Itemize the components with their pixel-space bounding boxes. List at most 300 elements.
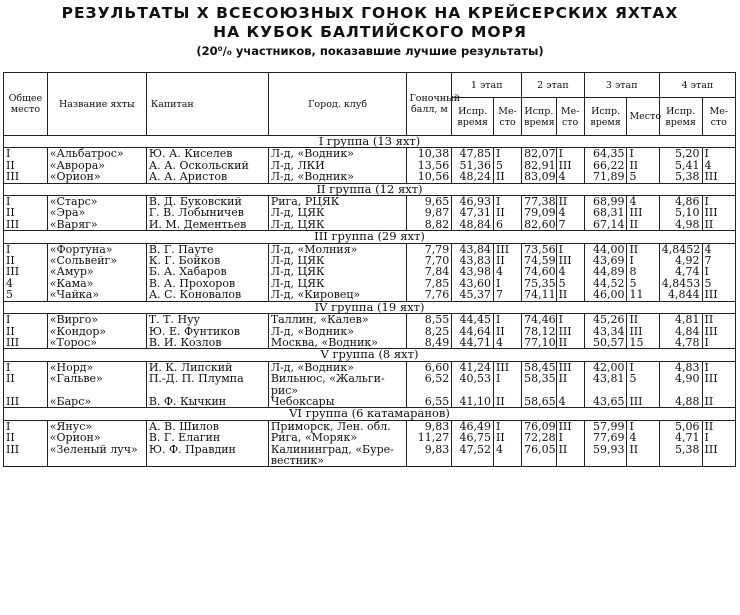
stage-2-place-cell: II: [556, 444, 584, 467]
captain-cell: Ю. А. Киселев: [146, 148, 268, 160]
stage-3-time-cell: 50,57: [584, 337, 627, 349]
stage-2-time-cell: 74,60: [522, 266, 556, 277]
rating-cell: 6,60: [407, 361, 452, 373]
stage-1-place-cell: 4: [494, 266, 522, 277]
group-header-row: [4, 408, 736, 420]
stage-4-place-cell: III: [702, 326, 735, 337]
results-table: [3, 72, 736, 467]
table-row: [4, 278, 736, 289]
city-line-continued: рис»: [270, 383, 299, 397]
stage-2-place-cell: I: [556, 148, 584, 160]
captain-cell: А. В. Шилов: [146, 420, 268, 432]
stage-2-time-cell: 78,12: [522, 326, 556, 337]
stage-4-time-cell: 4,92: [659, 255, 702, 266]
stage-3-place-cell: II: [627, 219, 659, 231]
stage-2-place-cell: 4: [556, 207, 584, 218]
stage-2-time-cell: 58,45: [522, 361, 556, 373]
captain-cell: В. Д. Буковский: [146, 196, 268, 208]
captain-cell: А. С. Коновалов: [146, 289, 268, 301]
stage-3-time-cell: 64,35: [584, 148, 627, 160]
stage-2-place-cell: 4: [556, 266, 584, 277]
stage-4-place-cell: 4: [702, 160, 735, 171]
stage-1-time-cell: 46,93: [452, 196, 494, 208]
stage-3-time-cell: 46,00: [584, 289, 627, 301]
group-title: II группа (12 яхт): [4, 183, 736, 195]
stage-4-time-cell: 4,98: [659, 219, 702, 231]
stage-4-place-cell: 5: [702, 278, 735, 289]
stage-3-place-cell: 5: [627, 171, 659, 183]
captain-cell: В. А. Прохоров: [146, 278, 268, 289]
city-cell: [268, 432, 407, 443]
place-cell: 4: [4, 278, 48, 289]
stage-1-place-cell: II: [494, 326, 522, 337]
city-line: Москва, «Водник»: [270, 335, 378, 349]
stage-3-place-cell: III: [627, 396, 659, 408]
city-line: Рига, «Моряк»: [270, 431, 358, 445]
city-line: Приморск, Лен. обл.: [270, 419, 391, 433]
city-line: Вильнюс, «Жальги-: [270, 372, 385, 386]
captain-cell: Т. Т. Нуу: [146, 314, 268, 326]
stage-3-place-cell: II: [627, 243, 659, 255]
city-line: Л-д, ЦЯК: [270, 276, 325, 290]
stage-3-place-cell: III: [627, 326, 659, 337]
table-row: [4, 196, 736, 208]
stage-4-time-cell: 4,8452: [659, 243, 702, 255]
yacht-cell: «Старс»: [47, 196, 146, 208]
group-header-row: [4, 231, 736, 243]
stage-4-place-cell: 4: [702, 243, 735, 255]
city-line: Л-д, ЦЯК: [270, 206, 325, 220]
group-header-row: [4, 183, 736, 195]
stage-1-time-cell: 46,75: [452, 432, 494, 443]
captain-cell: В. Ф. Кычкин: [146, 396, 268, 408]
stage-2-time-cell: 82,60: [522, 219, 556, 231]
stage-4-place-cell: I: [702, 148, 735, 160]
stage-3-time-cell: 44,00: [584, 243, 627, 255]
stage-2-time-cell: 77,10: [522, 337, 556, 349]
stage-1-place-cell: III: [494, 361, 522, 373]
stage-2-time-cell: 77,38: [522, 196, 556, 208]
place-cell: I: [4, 420, 48, 432]
stage-4-place-cell: III: [702, 444, 735, 467]
stage-1-time-cell: 47,85: [452, 148, 494, 160]
stage-2-time-cell: 72,28: [522, 432, 556, 443]
stage-4-time-cell: 5,38: [659, 444, 702, 467]
place-cell: I: [4, 314, 48, 326]
stage-1-time-cell: 44,45: [452, 314, 494, 326]
document-subtitle: (20⁰/₀ участников, показавшие лучшие результаты): [196, 44, 544, 58]
stage-4-place-cell: III: [702, 289, 735, 301]
stage-1-time-cell: 43,84: [452, 243, 494, 255]
stage-2-place-cell: 5: [556, 278, 584, 289]
place-cell: II: [4, 160, 48, 171]
captain-cell: П.-Д. П. Плумпа: [146, 373, 268, 396]
stage-4-place-cell: II: [702, 396, 735, 408]
header-place: Общее место: [4, 73, 48, 136]
stage-3-time-cell: 43,81: [584, 373, 627, 396]
city-cell: [268, 444, 407, 467]
stage-2-time-cell: 79,09: [522, 207, 556, 218]
stage-1-place-cell: 4: [494, 337, 522, 349]
city-cell: [268, 373, 407, 396]
table-row: [4, 160, 736, 171]
stage-1-place-cell: I: [494, 373, 522, 396]
stage-3-time-cell: 44,89: [584, 266, 627, 277]
stage-1-place-cell: II: [494, 207, 522, 218]
group-title: IV группа (19 яхт): [4, 301, 736, 313]
document-title-line-1: РЕЗУЛЬТАТЫ X ВСЕСОЮЗНЫХ ГОНОК НА КРЕЙСЕРСКИХ ЯХТАХ: [61, 4, 679, 22]
place-cell: III: [4, 337, 48, 349]
yacht-cell: «Барс»: [47, 396, 146, 408]
stage-3-time-cell: 43,69: [584, 255, 627, 266]
stage-3-time-cell: 44,52: [584, 278, 627, 289]
stage-4-time-cell: 4,81: [659, 314, 702, 326]
stage-3-place-cell: III: [627, 207, 659, 218]
rating-cell: 7,79: [407, 243, 452, 255]
header-rating: Гоночный балл, м: [407, 73, 452, 136]
stage-1-time-cell: 46,49: [452, 420, 494, 432]
page: [0, 4, 740, 615]
stage-3-place-cell: II: [627, 444, 659, 467]
rating-cell: 8,55: [407, 314, 452, 326]
place-cell: II: [4, 432, 48, 443]
yacht-cell: «Зеленый луч»: [47, 444, 146, 467]
captain-cell: В. Г. Елагин: [146, 432, 268, 443]
stage-2-place-cell: 7: [556, 219, 584, 231]
header-yacht: Название яхты: [47, 73, 146, 136]
stage-2-time-cell: 83,09: [522, 171, 556, 183]
table-row: [4, 207, 736, 218]
rating-cell: 10,56: [407, 171, 452, 183]
rating-cell: 7,85: [407, 278, 452, 289]
stage-4-place-cell: III: [702, 171, 735, 183]
stage-1-time-cell: 48,84: [452, 219, 494, 231]
rating-cell: 6,55: [407, 396, 452, 408]
rating-cell: 9,65: [407, 196, 452, 208]
yacht-cell: «Гальве»: [47, 373, 146, 396]
place-cell: II: [4, 373, 48, 396]
stage-2-time-cell: 82,91: [522, 160, 556, 171]
yacht-cell: «Кама»: [47, 278, 146, 289]
rating-cell: 8,49: [407, 337, 452, 349]
stage-3-time-cell: 68,99: [584, 196, 627, 208]
stage-4-time-cell: 4,86: [659, 196, 702, 208]
stage-1-place-cell: 4: [494, 444, 522, 467]
yacht-cell: «Янус»: [47, 420, 146, 432]
rating-cell: 13,56: [407, 160, 452, 171]
stage-3-time-cell: 67,14: [584, 219, 627, 231]
rating-cell: 9,83: [407, 420, 452, 432]
stage-1-time-cell: 43,98: [452, 266, 494, 277]
table-row: [4, 314, 736, 326]
place-cell: III: [4, 219, 48, 231]
header-stage-3: 3 этап: [584, 73, 659, 98]
city-line: Л-д, «Водник»: [270, 324, 354, 338]
rating-cell: 7,76: [407, 289, 452, 301]
document-title-line-2: НА КУБОК БАЛТИЙСКОГО МОРЯ: [213, 23, 527, 41]
captain-cell: Г. В. Лобыничев: [146, 207, 268, 218]
yacht-cell: «Орион»: [47, 432, 146, 443]
rating-cell: 11,27: [407, 432, 452, 443]
stage-4-time-cell: 4,844: [659, 289, 702, 301]
rating-cell: 9,87: [407, 207, 452, 218]
stage-4-time-cell: 4,90: [659, 373, 702, 396]
city-line: Л-д, «Водник»: [270, 147, 354, 161]
stage-2-place-cell: III: [556, 420, 584, 432]
stage-4-place-cell: II: [702, 314, 735, 326]
header-stage-3-place: Место: [627, 98, 659, 136]
header-stage-2: 2 этап: [522, 73, 585, 98]
place-cell: 5: [4, 289, 48, 301]
stage-1-place-cell: I: [494, 196, 522, 208]
stage-2-place-cell: 4: [556, 171, 584, 183]
stage-1-place-cell: III: [494, 243, 522, 255]
captain-cell: В. Г. Пауте: [146, 243, 268, 255]
stage-3-place-cell: II: [627, 160, 659, 171]
stage-2-place-cell: III: [556, 255, 584, 266]
stage-4-time-cell: 4,84: [659, 326, 702, 337]
stage-1-place-cell: II: [494, 432, 522, 443]
place-cell: I: [4, 148, 48, 160]
stage-4-place-cell: III: [702, 373, 735, 396]
stage-2-time-cell: 76,05: [522, 444, 556, 467]
header-stage-2-time: Испр. время: [522, 98, 556, 136]
stage-4-place-cell: III: [702, 207, 735, 218]
stage-3-place-cell: 5: [627, 278, 659, 289]
stage-3-place-cell: 4: [627, 432, 659, 443]
yacht-cell: «Сольвейг»: [47, 255, 146, 266]
yacht-cell: «Фортуна»: [47, 243, 146, 255]
stage-3-place-cell: I: [627, 361, 659, 373]
header-stage-2-place: Ме- сто: [556, 98, 584, 136]
stage-3-time-cell: 59,93: [584, 444, 627, 467]
place-cell: II: [4, 326, 48, 337]
city-line: Л-д, ЦЯК: [270, 265, 325, 279]
stage-2-time-cell: 76,09: [522, 420, 556, 432]
stage-3-time-cell: 45,26: [584, 314, 627, 326]
captain-cell: И. К. Липский: [146, 361, 268, 373]
stage-1-place-cell: 7: [494, 289, 522, 301]
stage-2-time-cell: 73,56: [522, 243, 556, 255]
place-cell: I: [4, 243, 48, 255]
place-cell: III: [4, 444, 48, 467]
stage-1-place-cell: II: [494, 255, 522, 266]
city-line: Калининград, «Буре-: [270, 442, 394, 456]
table-row: [4, 373, 736, 396]
stage-2-time-cell: 74,11: [522, 289, 556, 301]
city-line: Л-д, «Молния»: [270, 242, 358, 256]
header-stage-4-place: Ме- сто: [702, 98, 735, 136]
rating-cell: 6,52: [407, 373, 452, 396]
stage-1-place-cell: I: [494, 420, 522, 432]
city-line: Чебоксары: [270, 394, 335, 408]
stage-4-time-cell: 5,06: [659, 420, 702, 432]
captain-cell: И. М. Дементьев: [146, 219, 268, 231]
yacht-cell: «Альбатрос»: [47, 148, 146, 160]
stage-3-place-cell: I: [627, 255, 659, 266]
stage-3-place-cell: I: [627, 420, 659, 432]
stage-4-place-cell: I: [702, 361, 735, 373]
captain-cell: Ю. Е. Фунтиков: [146, 326, 268, 337]
place-cell: I: [4, 196, 48, 208]
stage-3-time-cell: 77,69: [584, 432, 627, 443]
stage-4-place-cell: II: [702, 420, 735, 432]
stage-2-time-cell: 58,35: [522, 373, 556, 396]
stage-4-place-cell: 7: [702, 255, 735, 266]
stage-2-place-cell: II: [556, 289, 584, 301]
table-row: [4, 266, 736, 277]
stage-1-place-cell: I: [494, 314, 522, 326]
stage-4-time-cell: 5,20: [659, 148, 702, 160]
place-cell: II: [4, 255, 48, 266]
stage-3-place-cell: II: [627, 314, 659, 326]
stage-4-time-cell: 4,83: [659, 361, 702, 373]
place-cell: III: [4, 171, 48, 183]
group-title: I группа (13 яхт): [4, 136, 736, 148]
table-row: [4, 432, 736, 443]
header-captain: Капитан: [146, 73, 268, 136]
header-stage-1: 1 этап: [452, 73, 522, 98]
captain-cell: Б. А. Хабаров: [146, 266, 268, 277]
place-cell: III: [4, 396, 48, 408]
table-row: [4, 255, 736, 266]
group-header-row: [4, 301, 736, 313]
stage-1-time-cell: 43,83: [452, 255, 494, 266]
stage-4-place-cell: I: [702, 266, 735, 277]
group-title: VI группа (6 катамаранов): [4, 408, 736, 420]
stage-4-time-cell: 4,78: [659, 337, 702, 349]
city-line: Л-д, «Водник»: [270, 170, 354, 184]
stage-1-time-cell: 45,37: [452, 289, 494, 301]
captain-cell: В. И. Козлов: [146, 337, 268, 349]
city-line: Таллин, «Калев»: [270, 313, 369, 327]
city-line: Л-д, ЦЯК: [270, 217, 325, 231]
stage-1-place-cell: 6: [494, 219, 522, 231]
captain-cell: Ю. Ф. Правдин: [146, 444, 268, 467]
yacht-cell: «Орион»: [47, 171, 146, 183]
stage-3-time-cell: 57,99: [584, 420, 627, 432]
city-line: Л-д, ЦЯК: [270, 254, 325, 268]
stage-1-time-cell: 51,36: [452, 160, 494, 171]
city-line: Рига, РЦЯК: [270, 195, 340, 209]
yacht-cell: «Аврора»: [47, 160, 146, 171]
rating-cell: 10,38: [407, 148, 452, 160]
stage-1-time-cell: 44,71: [452, 337, 494, 349]
stage-2-place-cell: II: [556, 373, 584, 396]
stage-2-time-cell: 82,07: [522, 148, 556, 160]
yacht-cell: «Варяг»: [47, 219, 146, 231]
stage-3-time-cell: 42,00: [584, 361, 627, 373]
yacht-cell: «Чайка»: [47, 289, 146, 301]
stage-3-time-cell: 66,22: [584, 160, 627, 171]
header-city: Город. клуб: [268, 73, 407, 136]
rating-cell: 7,70: [407, 255, 452, 266]
city-cell: [268, 314, 407, 326]
table-row: [4, 148, 736, 160]
stage-1-time-cell: 47,31: [452, 207, 494, 218]
stage-2-place-cell: III: [556, 361, 584, 373]
stage-2-place-cell: III: [556, 326, 584, 337]
stage-1-place-cell: II: [494, 396, 522, 408]
city-line: Л-д, «Водник»: [270, 360, 354, 374]
stage-4-time-cell: 4,8453: [659, 278, 702, 289]
stage-4-place-cell: I: [702, 432, 735, 443]
stage-2-place-cell: II: [556, 196, 584, 208]
city-line-continued: вестник»: [270, 453, 325, 467]
group-title: V группа (8 яхт): [4, 349, 736, 361]
stage-4-place-cell: I: [702, 196, 735, 208]
stage-4-time-cell: 5,41: [659, 160, 702, 171]
yacht-cell: «Амур»: [47, 266, 146, 277]
stage-1-place-cell: I: [494, 278, 522, 289]
stage-2-time-cell: 75,35: [522, 278, 556, 289]
stage-1-place-cell: II: [494, 171, 522, 183]
place-cell: II: [4, 207, 48, 218]
rating-cell: 8,82: [407, 219, 452, 231]
stage-2-time-cell: 74,46: [522, 314, 556, 326]
stage-4-time-cell: 4,71: [659, 432, 702, 443]
stage-2-place-cell: I: [556, 314, 584, 326]
yacht-cell: «Кондор»: [47, 326, 146, 337]
stage-2-time-cell: 74,59: [522, 255, 556, 266]
yacht-cell: «Вирго»: [47, 314, 146, 326]
stage-4-place-cell: II: [702, 219, 735, 231]
stage-3-time-cell: 43,34: [584, 326, 627, 337]
stage-4-time-cell: 4,74: [659, 266, 702, 277]
stage-3-place-cell: 4: [627, 196, 659, 208]
stage-1-place-cell: 5: [494, 160, 522, 171]
captain-cell: А. А. Оскольский: [146, 160, 268, 171]
stage-1-place-cell: I: [494, 148, 522, 160]
place-cell: III: [4, 266, 48, 277]
group-header-row: [4, 136, 736, 148]
stage-1-time-cell: 44,64: [452, 326, 494, 337]
stage-3-time-cell: 71,89: [584, 171, 627, 183]
header-stage-3-time: Испр. время: [584, 98, 627, 136]
table-body: [4, 136, 736, 467]
header-stage-1-time: Испр. время: [452, 98, 494, 136]
city-line: Л-д, «Кировец»: [270, 288, 361, 302]
header-stage-4: 4 этап: [659, 73, 735, 98]
yacht-cell: «Норд»: [47, 361, 146, 373]
city-line: Л-д, ЛКИ: [270, 158, 325, 172]
stage-1-time-cell: 47,52: [452, 444, 494, 467]
stage-4-place-cell: I: [702, 337, 735, 349]
stage-4-time-cell: 5,10: [659, 207, 702, 218]
captain-cell: К. Г. Бойков: [146, 255, 268, 266]
stage-1-time-cell: 41,24: [452, 361, 494, 373]
stage-3-place-cell: 11: [627, 289, 659, 301]
yacht-cell: «Торос»: [47, 337, 146, 349]
stage-3-place-cell: I: [627, 148, 659, 160]
table-header-row: [4, 73, 736, 98]
yacht-cell: «Эра»: [47, 207, 146, 218]
header-stage-1-place: Ме- сто: [494, 98, 522, 136]
rating-cell: 9,83: [407, 444, 452, 467]
stage-2-place-cell: I: [556, 243, 584, 255]
stage-2-time-cell: 58,65: [522, 396, 556, 408]
header-stage-4-time: Испр. время: [659, 98, 702, 136]
stage-3-place-cell: 15: [627, 337, 659, 349]
stage-2-place-cell: II: [556, 337, 584, 349]
stage-2-place-cell: 4: [556, 396, 584, 408]
stage-4-time-cell: 5,38: [659, 171, 702, 183]
stage-3-place-cell: 5: [627, 373, 659, 396]
rating-cell: 8,25: [407, 326, 452, 337]
stage-2-place-cell: III: [556, 160, 584, 171]
table-row: [4, 420, 736, 432]
stage-1-time-cell: 40,53: [452, 373, 494, 396]
